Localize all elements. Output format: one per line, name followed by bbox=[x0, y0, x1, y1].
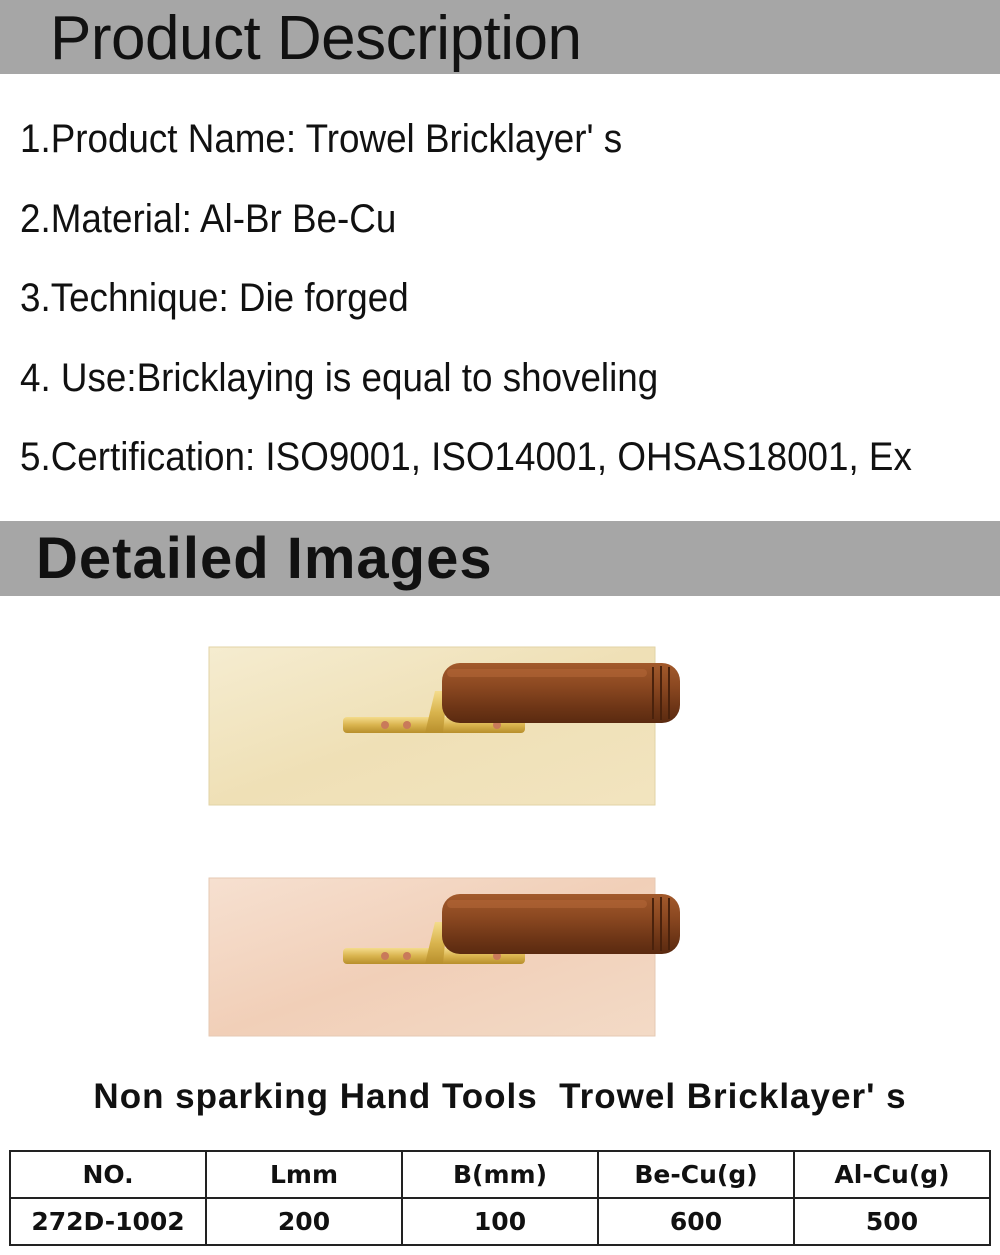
trowel-be-cu-image bbox=[207, 876, 683, 1038]
detailed-images-title: Detailed Images bbox=[36, 526, 493, 591]
spec-table-header-row bbox=[10, 1151, 990, 1198]
cell-al-cu-weight: 500 bbox=[794, 1198, 990, 1245]
header-be-cu-weight: Be-Cu(g) bbox=[598, 1151, 794, 1198]
description-item-use: 4. Use:Bricklaying is equal to shoveling bbox=[20, 355, 659, 400]
cell-length: 200 bbox=[206, 1198, 402, 1245]
trowel-al-br-image bbox=[207, 645, 683, 807]
spec-table bbox=[9, 1150, 991, 1246]
header-length: Lmm bbox=[206, 1151, 402, 1198]
spec-table-caption: Non sparking Hand Tools Trowel Bricklayer' s bbox=[93, 1077, 907, 1116]
table-row bbox=[10, 1198, 990, 1245]
detailed-images-header bbox=[0, 521, 1000, 596]
cell-be-cu-weight: 600 bbox=[598, 1198, 794, 1245]
product-description-list bbox=[20, 108, 989, 506]
header-al-cu-weight: Al-Cu(g) bbox=[794, 1151, 990, 1198]
description-item-name: 1.Product Name: Trowel Bricklayer' s bbox=[20, 117, 623, 161]
cell-width: 100 bbox=[402, 1198, 598, 1245]
header-no: NO. bbox=[10, 1151, 206, 1198]
cell-no: 272D-1002 bbox=[10, 1198, 206, 1245]
description-item-material: 2.Material: Al-Br Be-Cu bbox=[20, 196, 397, 241]
product-description-title: Product Description bbox=[50, 4, 582, 73]
description-item-certification: 5.Certification: ISO9001, ISO14001, OHSAS18001, Ex bbox=[20, 435, 912, 479]
product-description-header bbox=[0, 0, 1000, 74]
header-width: B(mm) bbox=[402, 1151, 598, 1198]
description-item-technique: 3.Technique: Die forged bbox=[20, 276, 409, 320]
